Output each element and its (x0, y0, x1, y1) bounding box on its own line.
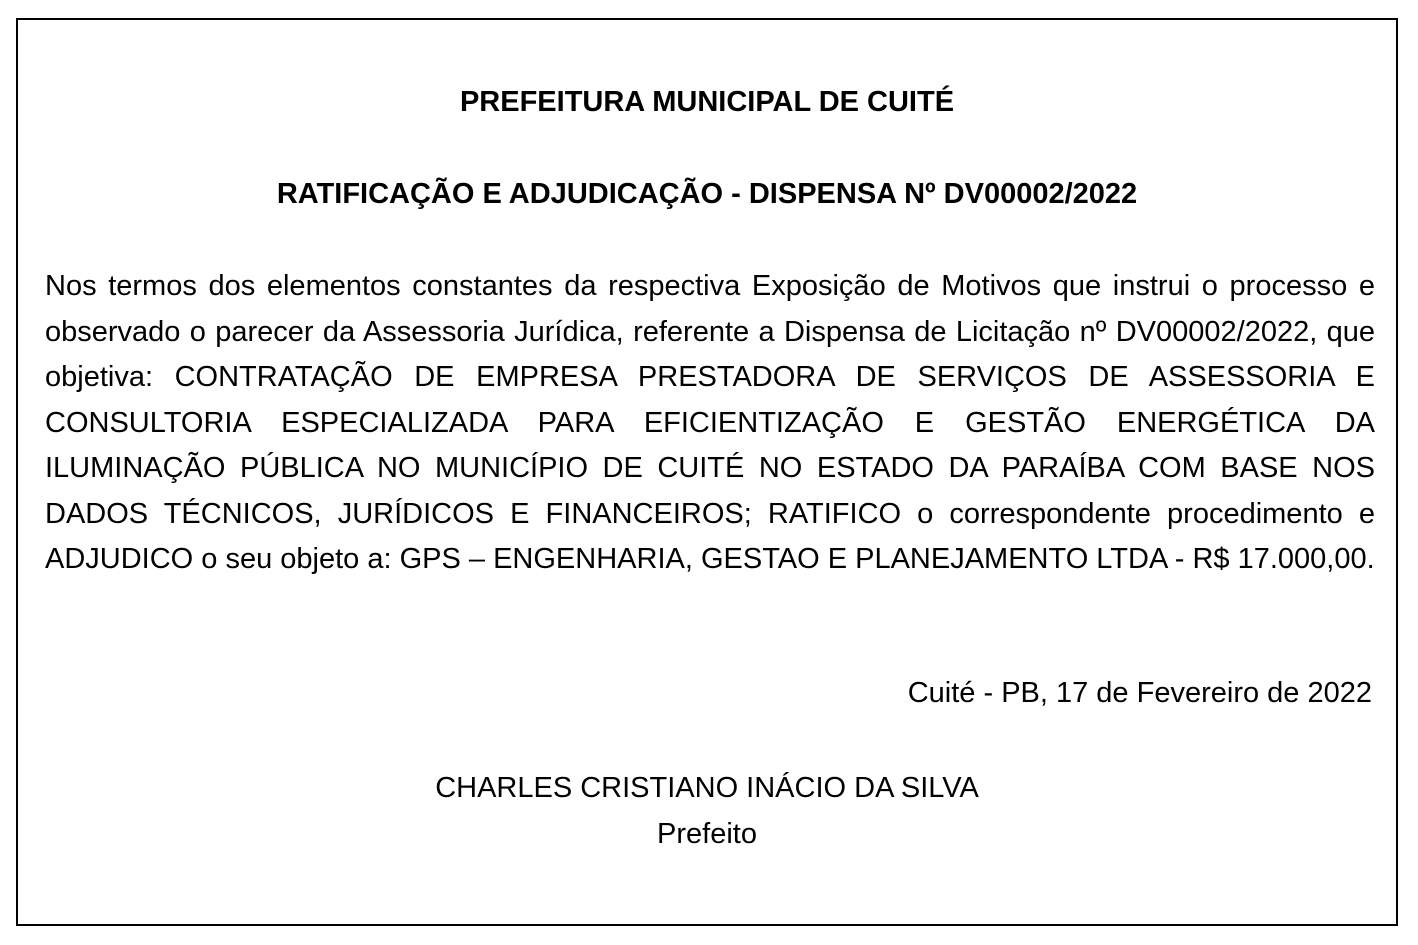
body-paragraph: Nos termos dos elementos constantes da respectiva Exposição de Motivos que instrui o processo e observado o parecer da Assessoria Jurídica, referente a Dispensa de Licitação nº DV00002/2022, que objetiva: CONTRATAÇÃO DE EMPRESA PRESTADORA DE SERVIÇOS DE ASSESSORIA E CONSULTORIA ESPECIALIZADA PARA EFICIENTIZAÇÃO E GESTÃO ENERGÉTICA DA ILUMINAÇÃO PÚBLICA NO MUNICÍPIO DE CUITÉ NO ESTADO DA PARAÍBA COM BASE NOS DADOS TÉCNICOS, JURÍDICOS E FINANCEIROS; RATIFICO o correspondente procedimento e ADJUDICO o seu objeto a: GPS – ENGENHARIA, GESTAO E PLANEJAMENTO LTDA - R$ 17.000,00. (45, 270, 1375, 575)
document-title: RATIFICAÇÃO E ADJUDICAÇÃO - DISPENSA Nº DV00002/2022 (276, 178, 1138, 210)
document-frame (16, 18, 1398, 926)
organization-heading: PREFEITURA MUNICIPAL DE CUITÉ (459, 86, 955, 118)
date-line: Cuité - PB, 17 de Fevereiro de 2022 (907, 677, 1372, 709)
signatory-role: Prefeito (657, 818, 757, 850)
signatory-name: CHARLES CRISTIANO INÁCIO DA SILVA (435, 772, 979, 804)
